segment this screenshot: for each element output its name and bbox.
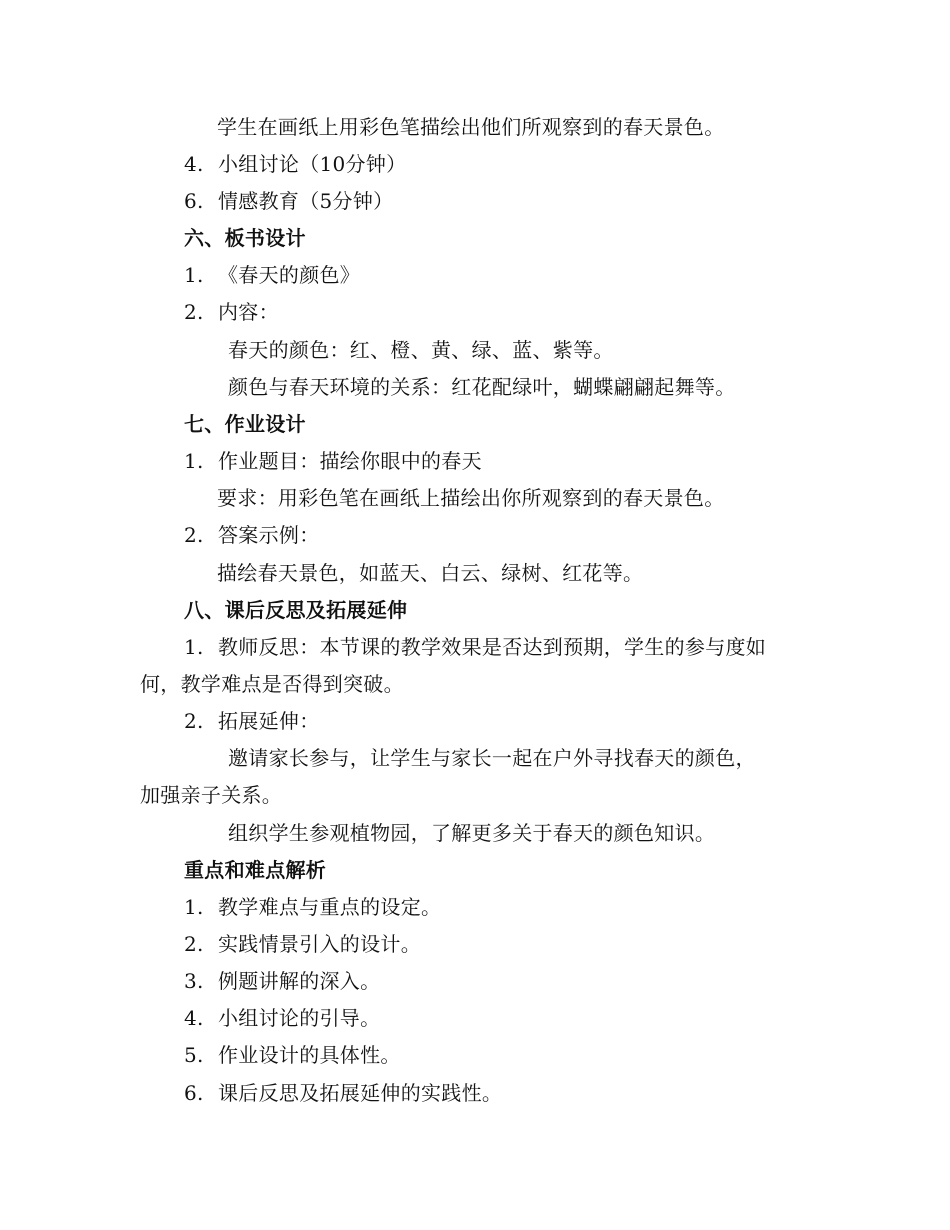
list-number: 2.	[184, 523, 204, 547]
paragraph: 要求：用彩色笔在画纸上描绘出你所观察到的春天景色。	[217, 486, 725, 510]
list-text: 内容：	[218, 300, 279, 324]
list-item	[184, 188, 393, 214]
list-item	[184, 894, 441, 920]
list-text: 拓展延伸：	[218, 709, 320, 733]
section-heading: 六、板书设计	[184, 226, 306, 250]
list-text: 例题讲解的深入。	[218, 969, 381, 993]
list-text: 小组讨论（10分钟）	[218, 152, 407, 176]
paragraph: 组织学生参观植物园，了解更多关于春天的颜色知识。	[228, 821, 716, 845]
list-item	[184, 448, 482, 474]
list-number: 2.	[184, 932, 204, 956]
list-number: 3.	[184, 969, 204, 993]
list-item	[184, 1005, 380, 1031]
list-item	[184, 931, 421, 957]
list-number: 1.	[184, 263, 204, 287]
paragraph-continuation: 加强亲子关系。	[140, 783, 283, 807]
list-text: 教师反思：本节课的教学效果是否达到预期，学生的参与度如	[218, 635, 767, 659]
list-text: 作业题目：描绘你眼中的春天	[218, 449, 482, 473]
list-text: 教学难点与重点的设定。	[218, 895, 442, 919]
list-item	[184, 299, 279, 325]
list-number: 1.	[184, 895, 204, 919]
list-text: 作业设计的具体性。	[218, 1043, 401, 1067]
paragraph: 颜色与春天环境的关系：红花配绿叶，蝴蝶翩翩起舞等。	[228, 375, 736, 399]
section-heading: 八、课后反思及拓展延伸	[184, 598, 408, 622]
list-text: 答案示例：	[218, 523, 320, 547]
list-text: 小组讨论的引导。	[218, 1006, 381, 1030]
paragraph: 春天的颜色：红、橙、黄、绿、蓝、紫等。	[228, 338, 614, 362]
list-number: 2.	[184, 709, 204, 733]
list-item	[184, 968, 380, 994]
list-text: 《春天的颜色》	[218, 263, 361, 287]
section-heading: 重点和难点解析	[184, 858, 327, 882]
list-number: 1.	[184, 635, 204, 659]
paragraph-continuation: 何，教学难点是否得到突破。	[140, 672, 404, 696]
list-item	[184, 708, 320, 734]
list-item	[184, 1042, 401, 1068]
list-item	[184, 634, 766, 660]
list-number: 4.	[184, 152, 204, 176]
list-text: 实践情景引入的设计。	[218, 932, 421, 956]
list-number: 1.	[184, 449, 204, 473]
list-number: 6.	[184, 1081, 204, 1105]
list-item	[184, 151, 406, 177]
list-text: 情感教育（5分钟）	[218, 189, 394, 213]
paragraph: 邀请家长参与，让学生与家长一起在户外寻找春天的颜色，	[228, 746, 756, 770]
list-number: 2.	[184, 300, 204, 324]
section-heading: 七、作业设计	[184, 412, 306, 436]
list-item	[184, 262, 360, 288]
paragraph: 描绘春天景色，如蓝天、白云、绿树、红花等。	[217, 561, 644, 585]
list-number: 5.	[184, 1043, 204, 1067]
list-text: 课后反思及拓展延伸的实践性。	[218, 1081, 503, 1105]
list-item	[184, 1080, 502, 1106]
list-item	[184, 522, 320, 548]
list-number: 6.	[184, 189, 204, 213]
list-number: 4.	[184, 1006, 204, 1030]
paragraph: 学生在画纸上用彩色笔描绘出他们所观察到的春天景色。	[217, 115, 725, 139]
